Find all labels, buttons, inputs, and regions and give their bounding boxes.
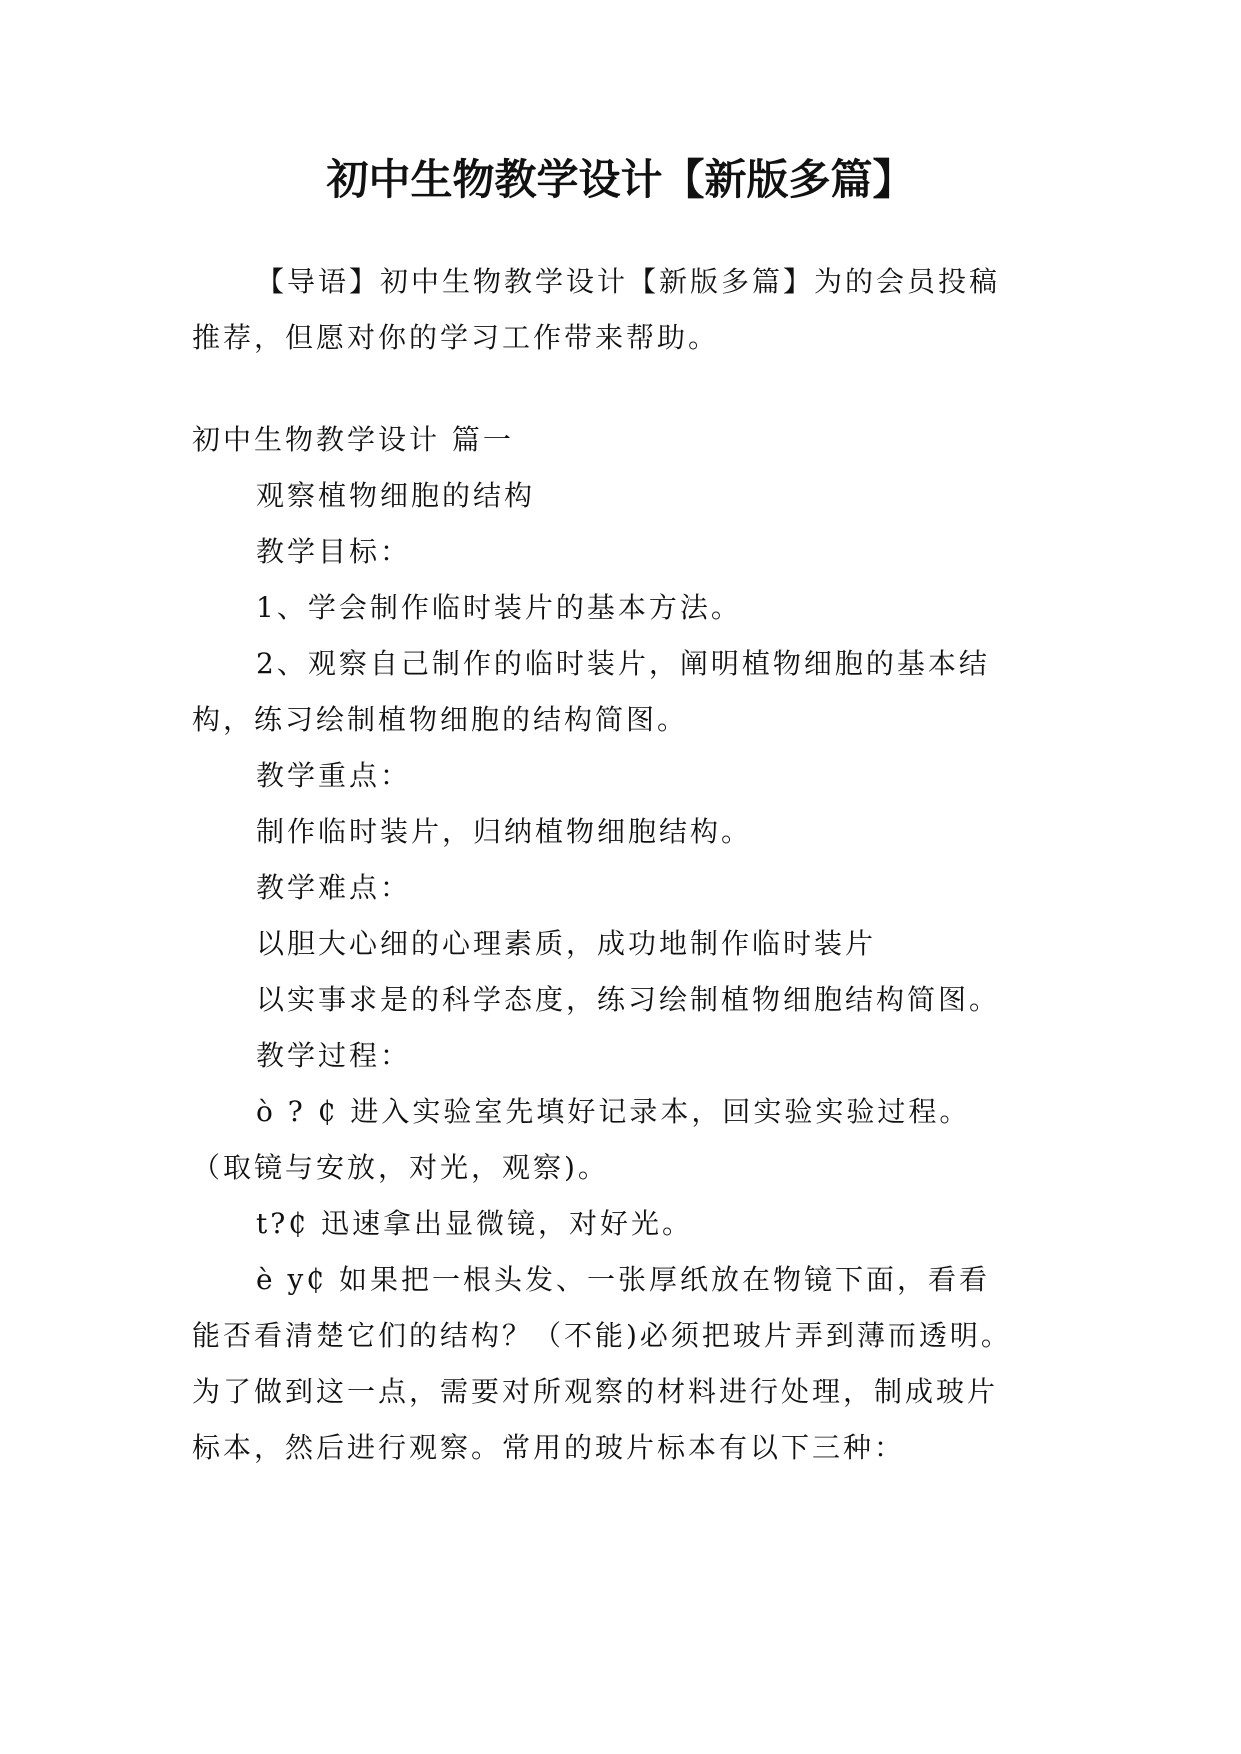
body-line: 观察植物细胞的结构 <box>256 479 536 512</box>
body-line: 为了做到这一点，需要对所观察的材料进行处理，制成玻片 <box>192 1375 999 1408</box>
body-line: 标本，然后进行观察。常用的玻片标本有以下三种： <box>192 1431 906 1464</box>
body-line: ò ? ₵ 进入实验室先填好记录本，回实验实验过程。 <box>256 1095 971 1128</box>
body-line: 教学过程： <box>256 1039 412 1072</box>
body-line: 教学目标： <box>256 535 412 568</box>
document-title: 初中生物教学设计【新版多篇】 <box>326 155 915 204</box>
body-line: （取镜与安放，对光，观察)。 <box>192 1151 609 1184</box>
body-line: 以实事求是的科学态度，练习绘制植物细胞结构简图。 <box>256 983 1001 1016</box>
body-line: 制作临时装片，归纳植物细胞结构。 <box>256 815 753 848</box>
body-line: 2、观察自己制作的临时装片，阐明植物细胞的基本结 <box>256 647 990 680</box>
body-line: 能否看清楚它们的结构？（不能)必须把玻片弄到薄而透明。 <box>192 1319 1012 1352</box>
body-line: è y₵ 如果把一根头发、一张厚纸放在物镜下面，看看 <box>256 1263 991 1296</box>
intro-line: 【导语】初中生物教学设计【新版多篇】为的会员投稿 <box>256 265 1001 298</box>
body-line: 1、学会制作临时装片的基本方法。 <box>256 591 742 624</box>
body-line: 构，练习绘制植物细胞的结构简图。 <box>192 703 689 736</box>
section-heading: 初中生物教学设计 篇一 <box>192 423 514 456</box>
body-line: 以胆大心细的心理素质，成功地制作临时装片 <box>256 927 877 960</box>
body-line: 教学难点： <box>256 871 412 904</box>
intro-line: 推荐，但愿对你的学习工作带来帮助。 <box>192 321 720 354</box>
body-line: t?₵ 迅速拿出显微镜，对好光。 <box>256 1207 693 1240</box>
body-line: 教学重点： <box>256 759 412 792</box>
